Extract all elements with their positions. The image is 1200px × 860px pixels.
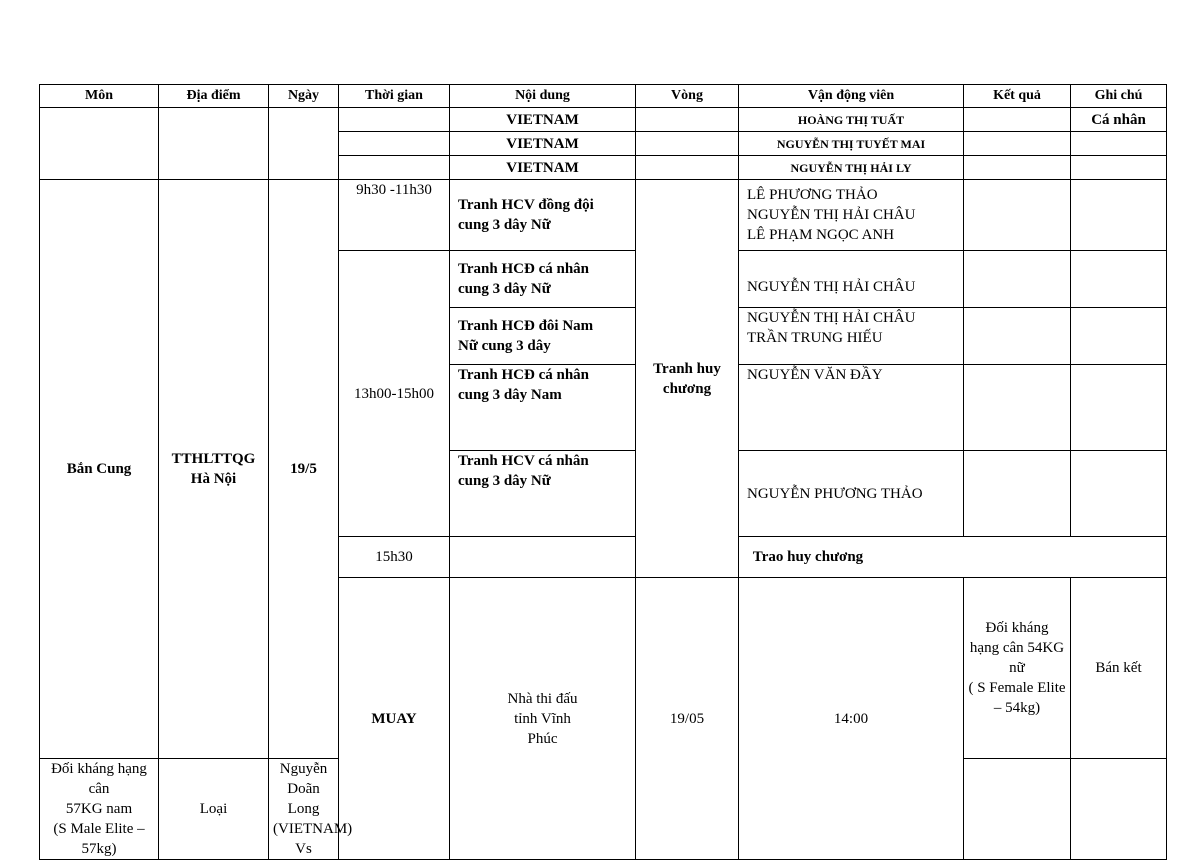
time-cell: 9h30 -11h30 bbox=[339, 180, 450, 251]
header-ngay: Ngày bbox=[269, 85, 339, 108]
cell-empty bbox=[339, 132, 450, 156]
sport-cell: MUAY bbox=[339, 578, 450, 860]
award-cell: Trao huy chương bbox=[450, 537, 1167, 578]
athlete-name: LÊ PHƯƠNG THẢO bbox=[747, 187, 878, 203]
header-row bbox=[40, 85, 1167, 108]
header-vong: Vòng bbox=[636, 85, 739, 108]
athlete-cell: HOÀNG THỊ TUẤT bbox=[739, 108, 964, 132]
note-cell bbox=[1071, 365, 1167, 451]
round-line: Tranh huy bbox=[653, 360, 721, 377]
event-line: ( S Female Elite – 54kg) bbox=[968, 680, 1066, 716]
venue-line: Phúc bbox=[527, 730, 558, 747]
event-cell bbox=[964, 578, 1071, 759]
athlete-name: NGUYỄN THỊ HẢI CHÂU bbox=[747, 310, 916, 326]
event-cell bbox=[450, 251, 636, 308]
cell-empty bbox=[636, 108, 739, 132]
cell-empty bbox=[636, 156, 739, 180]
award-time-cell: 15h30 bbox=[339, 537, 450, 578]
venue-cell bbox=[159, 180, 269, 759]
event-line: Tranh HCĐ cá nhân bbox=[458, 261, 590, 277]
cell-empty bbox=[339, 156, 450, 180]
event-line: Nữ cung 3 dây bbox=[458, 338, 551, 354]
venue-line: TTHLTTQG bbox=[171, 451, 256, 467]
note-cell bbox=[1071, 451, 1167, 537]
note-cell bbox=[1071, 308, 1167, 365]
event-cell bbox=[450, 365, 636, 451]
athlete-line: Nguyễn Doãn Long bbox=[279, 761, 328, 817]
schedule-table bbox=[39, 84, 1167, 860]
cell-empty bbox=[40, 108, 159, 180]
athlete-name: NGUYỄN THỊ HẢI CHÂU bbox=[747, 207, 916, 223]
cell-empty bbox=[159, 108, 269, 180]
table-row bbox=[40, 180, 1167, 251]
athlete-cell bbox=[269, 759, 353, 860]
time-cell: 14:00 bbox=[739, 578, 964, 860]
cell-empty bbox=[269, 108, 339, 180]
event-line: Tranh HCĐ cá nhân bbox=[458, 367, 590, 383]
country-cell: VIETNAM bbox=[450, 108, 636, 132]
note-cell: Cá nhân bbox=[1071, 108, 1167, 132]
result-cell bbox=[964, 365, 1071, 451]
round-line: chương bbox=[662, 380, 712, 397]
note-cell bbox=[1071, 180, 1167, 251]
event-line: hạng cân 54KG nữ bbox=[969, 640, 1065, 676]
result-cell bbox=[964, 156, 1071, 180]
venue-cell bbox=[450, 578, 636, 860]
event-line: Đối kháng hạng cân bbox=[51, 761, 147, 797]
table-row bbox=[40, 108, 1167, 132]
event-cell bbox=[40, 759, 159, 860]
athlete-cell: NGUYỄN PHƯƠNG THẢO bbox=[739, 451, 964, 537]
cell-empty bbox=[339, 108, 450, 132]
athlete-cell bbox=[739, 180, 964, 251]
event-cell bbox=[450, 308, 636, 365]
header-thoi-gian: Thời gian bbox=[339, 85, 450, 108]
event-line: Đối kháng bbox=[985, 620, 1049, 636]
result-cell bbox=[964, 132, 1071, 156]
result-cell bbox=[964, 108, 1071, 132]
round-cell bbox=[636, 180, 739, 578]
note-cell bbox=[1071, 759, 1167, 860]
event-line: Tranh HCV cá nhân bbox=[458, 453, 589, 469]
athlete-name: LÊ PHẠM NGỌC ANH bbox=[747, 227, 895, 243]
time-cell: 13h00-15h00 bbox=[339, 251, 450, 537]
athlete-cell: NGUYỄN THỊ HẢI LY bbox=[739, 156, 964, 180]
event-line: cung 3 dây Nữ bbox=[458, 217, 551, 233]
athlete-line: Vs bbox=[295, 841, 312, 857]
athlete-name: TRẦN TRUNG HIẾU bbox=[747, 330, 883, 346]
event-line: 57KG nam bbox=[65, 801, 133, 817]
event-line: Tranh HCĐ đôi Nam bbox=[458, 318, 594, 334]
header-ghi-chu: Ghi chú bbox=[1071, 85, 1167, 108]
event-cell bbox=[450, 451, 636, 537]
athlete-cell: NGUYỄN THỊ HẢI CHÂU bbox=[739, 251, 964, 308]
country-cell: VIETNAM bbox=[450, 132, 636, 156]
athlete-cell bbox=[739, 308, 964, 365]
event-line: Tranh HCV đồng đội bbox=[458, 197, 594, 213]
note-cell bbox=[1071, 251, 1167, 308]
result-cell bbox=[964, 308, 1071, 365]
sport-cell: Bắn Cung bbox=[40, 180, 159, 759]
venue-line: Hà Nội bbox=[190, 471, 237, 487]
result-cell bbox=[964, 451, 1071, 537]
event-line: cung 3 dây Nam bbox=[458, 387, 562, 403]
venue-line: Nhà thi đấu bbox=[507, 690, 578, 707]
header-dia-diem: Địa điểm bbox=[159, 85, 269, 108]
cell-empty bbox=[636, 132, 739, 156]
note-cell bbox=[1071, 156, 1167, 180]
date-cell: 19/05 bbox=[636, 578, 739, 860]
event-line: cung 3 dây Nữ bbox=[458, 281, 551, 297]
athlete-line: (VIETNAM) bbox=[273, 821, 353, 837]
venue-line: tỉnh Vĩnh bbox=[514, 710, 571, 727]
country-cell: VIETNAM bbox=[450, 156, 636, 180]
event-line: (S Male Elite – 57kg) bbox=[53, 821, 145, 857]
athlete-cell: NGUYỄN VĂN ĐẦY bbox=[739, 365, 964, 451]
athlete-cell: NGUYỄN THỊ TUYẾT MAI bbox=[739, 132, 964, 156]
date-cell: 19/5 bbox=[269, 180, 339, 759]
round-cell: Bán kết bbox=[1071, 578, 1167, 759]
result-cell bbox=[964, 251, 1071, 308]
header-mon: Môn bbox=[40, 85, 159, 108]
header-van-dong-vien: Vận động viên bbox=[739, 85, 964, 108]
result-cell bbox=[964, 180, 1071, 251]
event-line: cung 3 dây Nữ bbox=[458, 473, 551, 489]
result-cell bbox=[964, 759, 1071, 860]
round-cell: Loại bbox=[159, 759, 269, 860]
note-cell bbox=[1071, 132, 1167, 156]
header-noi-dung: Nội dung bbox=[450, 85, 636, 108]
header-ket-qua: Kết quả bbox=[964, 85, 1071, 108]
event-cell bbox=[450, 180, 636, 251]
